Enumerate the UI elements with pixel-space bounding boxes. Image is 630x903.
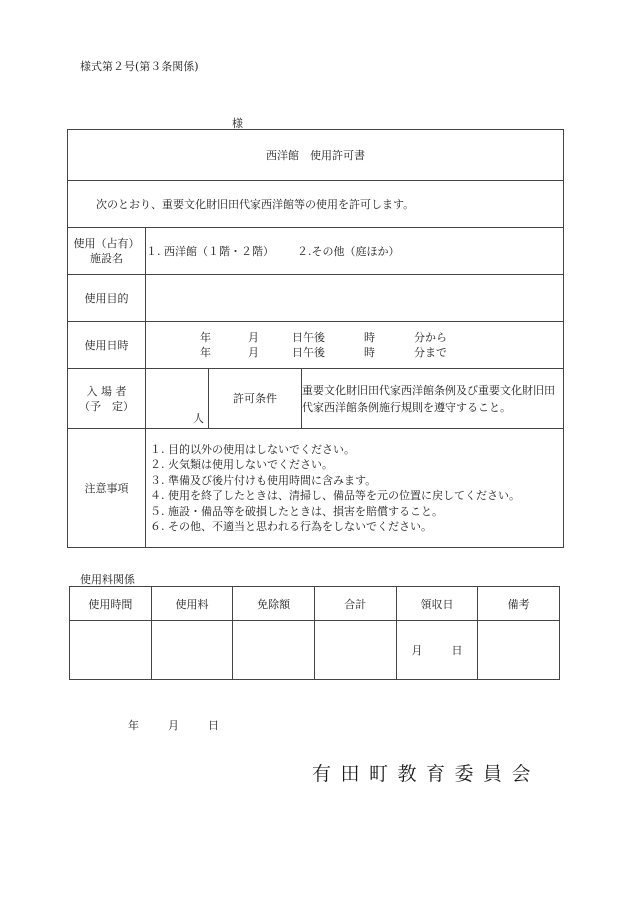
dt-end-month: 月 <box>248 346 259 359</box>
fee-section-title: 使用料関係 <box>80 573 135 586</box>
purpose-field[interactable] <box>146 275 564 322</box>
dt-end-day: 日午後 <box>292 346 325 359</box>
dt-start-month: 月 <box>248 331 259 344</box>
note-item: ３. 準備及び後片付けも使用時間に含みます。 <box>150 473 377 487</box>
fee-header-usage-time: 使用時間 <box>70 587 152 621</box>
datetime-field[interactable] <box>146 322 564 369</box>
dt-end-year: 年 <box>200 346 211 359</box>
note-item: ４. 使用を終了したときは、清掃し、備品等を元の位置に戻してください。 <box>150 489 520 502</box>
addressee-suffix: 様 <box>232 117 243 130</box>
datetime-label: 使用日時 <box>68 322 146 369</box>
receipt-month: 月 <box>411 644 423 657</box>
fee-receipt-date-field[interactable] <box>396 621 478 680</box>
receipt-day: 日 <box>451 644 463 657</box>
attendance-count-field[interactable] <box>146 369 209 429</box>
notes-content <box>146 429 564 548</box>
facility-label <box>68 228 146 275</box>
attendance-unit: 人 <box>193 412 204 425</box>
permit-title: 西洋館 使用許可書 <box>68 130 564 181</box>
fee-header-exemption: 免除額 <box>233 587 315 621</box>
dt-start-hour: 時 <box>364 331 375 344</box>
note-item: ６. その他、不適当と思われる行為をしないでください。 <box>150 520 432 533</box>
note-item: ２. 火気類は使用しないでください。 <box>150 458 333 471</box>
notes-list <box>146 442 563 535</box>
issue-day: 日 <box>208 719 219 732</box>
dt-start-minute: 分から <box>414 331 447 344</box>
issue-date <box>128 717 219 733</box>
facility-label-line1: 使用（占有） <box>73 237 140 250</box>
condition-label: 許可条件 <box>209 369 302 429</box>
fee-header-fee: 使用料 <box>151 587 233 621</box>
datetime-grid <box>200 330 563 360</box>
fee-table <box>69 586 560 680</box>
facility-option-2[interactable]: ２.その他（庭ほか） <box>297 245 400 258</box>
fee-header-remarks: 備考 <box>478 587 560 621</box>
fee-amount-field[interactable] <box>151 621 233 680</box>
dt-end-hour: 時 <box>364 346 375 359</box>
attendance-label-line2: （予 定） <box>79 399 134 413</box>
attendance-label <box>68 369 146 429</box>
fee-header-total: 合計 <box>314 587 396 621</box>
permit-intro: 次のとおり、重要文化財旧田代家西洋館等の使用を許可します。 <box>68 181 564 228</box>
fee-total-field[interactable] <box>314 621 396 680</box>
fee-header-receipt-date: 領収日 <box>396 587 478 621</box>
fee-exemption-field[interactable] <box>233 621 315 680</box>
dt-start-day: 日午後 <box>292 331 325 344</box>
dt-end-minute: 分まで <box>414 346 447 359</box>
form-id: 様式第２号(第３条関係) <box>80 60 199 73</box>
note-item: １. 目的以外の使用はしないでください。 <box>150 442 355 456</box>
facility-option-1[interactable]: １. 西洋館（１階・２階） <box>146 245 274 258</box>
issue-month: 月 <box>168 719 179 732</box>
notes-label: 注意事項 <box>68 429 146 548</box>
dt-start-year: 年 <box>200 331 211 344</box>
facility-label-line2: 施設名 <box>90 252 123 265</box>
permit-table <box>67 129 564 548</box>
note-item: ５. 施設・備品等を破損したときは、損害を賠償すること。 <box>150 504 443 518</box>
fee-remarks-field[interactable] <box>478 621 560 680</box>
purpose-label: 使用目的 <box>68 275 146 322</box>
issue-year: 年 <box>128 719 139 732</box>
facility-options <box>146 228 564 275</box>
condition-text: 重要文化財旧田代家西洋館条例及び重要文化財旧田代家西洋館条例施行規則を遵守すること。 <box>302 369 564 429</box>
issuer-name: 有田町教育委員会 <box>312 763 541 785</box>
attendance-label-line1: 入 場 者 <box>86 384 127 398</box>
fee-usage-time-field[interactable] <box>70 621 152 680</box>
